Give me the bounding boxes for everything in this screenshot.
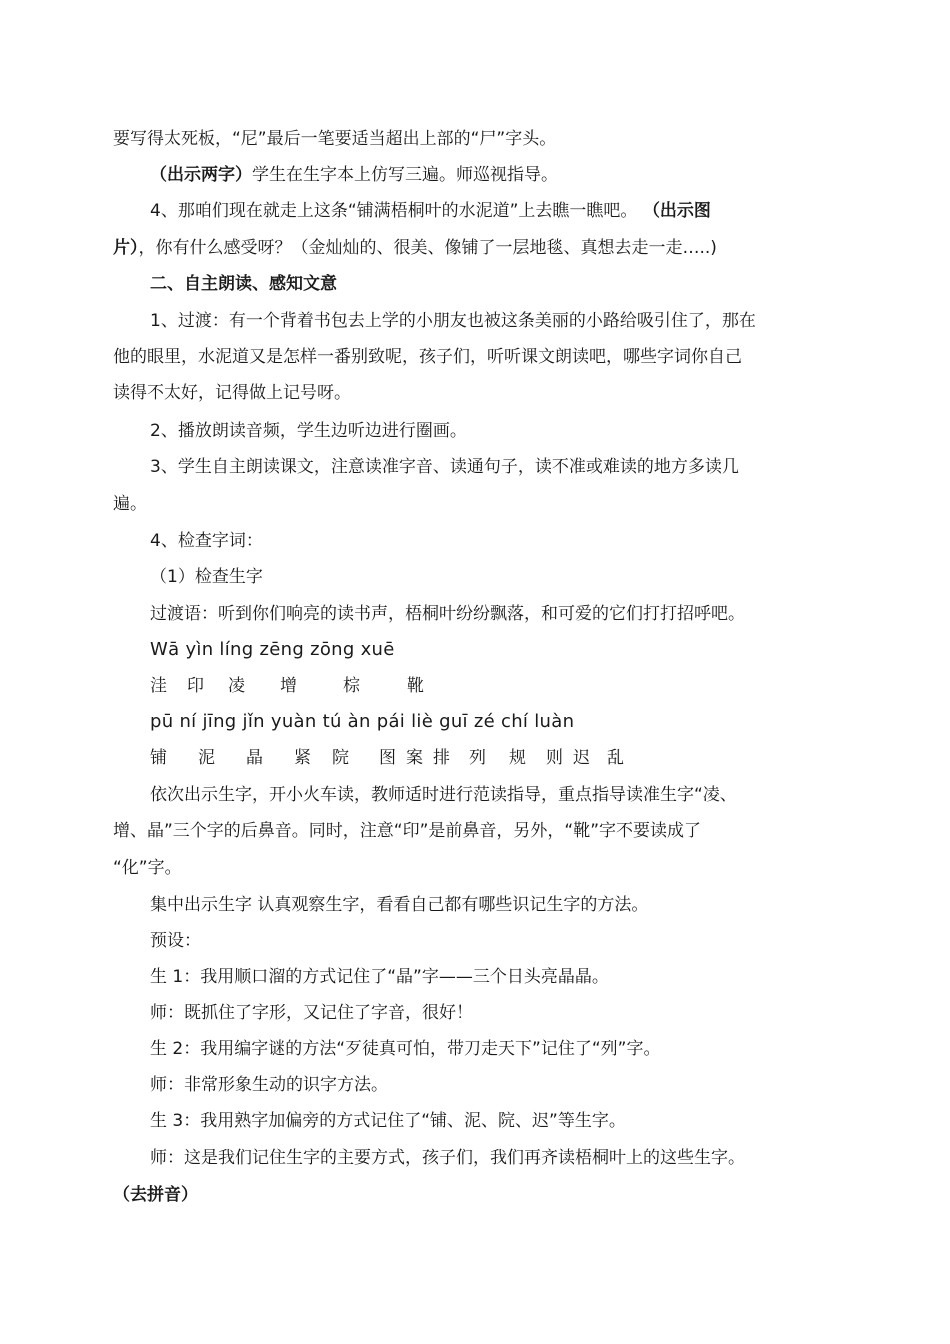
paragraph-line: 集中出示生字 认真观察生字，看看自己都有哪些识记生字的方法。 — [150, 895, 649, 915]
bold-note: 片） — [113, 238, 139, 258]
paragraph-line — [150, 163, 558, 187]
paragraph-line: 遍。 — [113, 494, 147, 514]
paragraph-line: 过渡语：听到你们响亮的读书声，梧桐叶纷纷飘落，和可爱的它们打打招呼吧。 — [150, 604, 745, 624]
character: 列 — [469, 748, 486, 768]
paragraph-line: 1、过渡：有一个背着书包去上学的小朋友也被这条美丽的小路给吸引住了，那在 — [150, 311, 756, 331]
bold-note: （去拼音） — [113, 1185, 198, 1205]
character: 则 — [546, 748, 563, 768]
character: 靴 — [407, 676, 424, 696]
character-row — [150, 746, 624, 770]
character: 案 — [406, 748, 423, 768]
dialogue-line: 生 3：我用熟字加偏旁的方式记住了“铺、泥、院、迟”等生字。 — [150, 1111, 626, 1131]
character: 棕 — [343, 676, 360, 696]
paragraph-line: 3、学生自主朗读课文，注意读准字音、读通句子，读不准或难读的地方多读几 — [150, 457, 739, 477]
paragraph-line: 读得不太好，记得做上记号呀。 — [113, 383, 351, 403]
paragraph-line: （1）检查生字 — [150, 567, 263, 587]
character: 图 — [379, 748, 396, 768]
paragraph-line: 依次出示生字，开小火车读，教师适时进行范读指导，重点指导读准生字“凌、 — [150, 785, 737, 805]
paragraph-line: 增、晶”三个字的后鼻音。同时，注意“印”是前鼻音，另外，“靴”字不要读成了 — [113, 821, 702, 841]
character: 乱 — [607, 748, 624, 768]
text-span: 4、那咱们现在就走上这条“铺满梧桐叶的水泥道”上去瞧一瞧吧。 — [150, 201, 638, 221]
bold-note: （出示图 — [651, 201, 711, 221]
paragraph-line: 要写得太死板，“尼”最后一笔要适当超出上部的“尸”字头。 — [113, 129, 557, 149]
paragraph-line: 他的眼里，水泥道又是怎样一番别致呢，孩子们，听听课文朗读吧，哪些字词你自己 — [113, 347, 742, 367]
character: 洼 — [150, 676, 167, 696]
paragraph-line: 2、播放朗读音频，学生边听边进行圈画。 — [150, 421, 467, 441]
character: 铺 — [150, 748, 167, 768]
character: 迟 — [573, 748, 590, 768]
dialogue-line: 生 1：我用顺口溜的方式记住了“晶”字——三个日头亮晶晶。 — [150, 967, 609, 987]
dialogue-line: 师：这是我们记住生字的主要方式，孩子们，我们再齐读梧桐叶上的这些生字。 — [150, 1148, 745, 1168]
paragraph-line — [113, 236, 717, 260]
paragraph-line — [150, 199, 711, 223]
dialogue-line: 师：既抓住了字形，又记住了字音，很好！ — [150, 1003, 473, 1023]
character: 凌 — [228, 676, 245, 696]
paragraph-line: 4、检查字词： — [150, 531, 263, 551]
dialogue-line: 师：非常形象生动的识字方法。 — [150, 1075, 388, 1095]
character-row — [150, 674, 424, 698]
text-span: ，你有什么感受呀？（金灿灿的、很美、像铺了一层地毯、真想去走一走…..) — [138, 238, 717, 258]
character: 晶 — [246, 748, 263, 768]
paragraph-line: “化”字。 — [113, 858, 182, 878]
character: 增 — [280, 676, 297, 696]
dialogue-line: 生 2：我用编字谜的方法“歹徒真可怕，带刀走天下”记住了“列”字。 — [150, 1039, 661, 1059]
pinyin-row: pū ní jīng jǐn yuàn tú àn pái liè guī zé chí luàn — [150, 711, 575, 732]
character: 排 — [433, 748, 450, 768]
character: 泥 — [198, 748, 215, 768]
character: 院 — [332, 748, 349, 768]
character: 印 — [187, 676, 204, 696]
text-span: 学生在生字本上仿写三遍。师巡视指导。 — [252, 165, 558, 185]
character: 紧 — [294, 748, 311, 768]
bold-note: （出示两字） — [150, 165, 252, 185]
pinyin-row: Wā yìn líng zēng zōng xuē — [150, 639, 395, 660]
section-heading: 二、自主朗读、感知文意 — [150, 274, 337, 294]
character: 规 — [509, 748, 526, 768]
paragraph-line: 预设： — [150, 931, 201, 951]
